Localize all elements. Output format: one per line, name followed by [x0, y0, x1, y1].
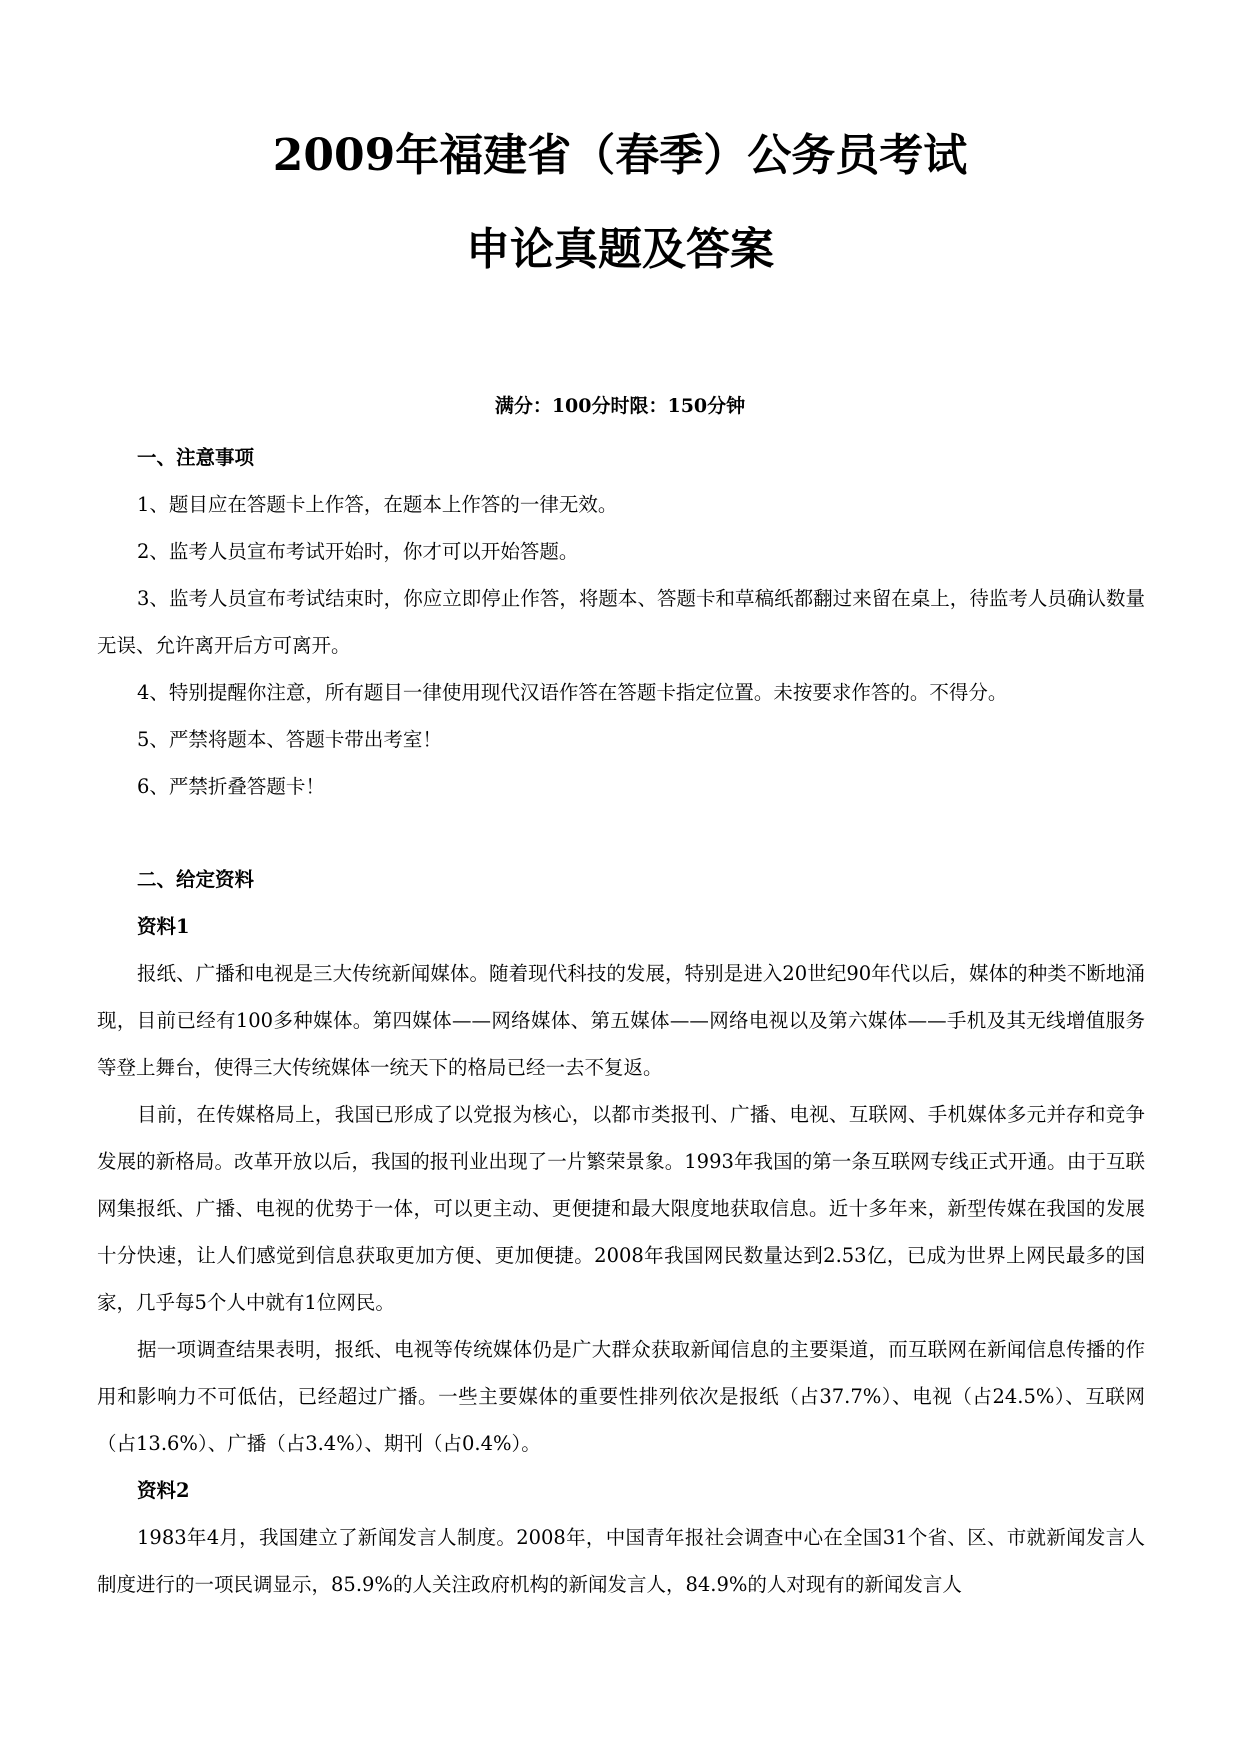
section-spacer — [97, 810, 1145, 856]
material-paragraph: 1983年4月，我国建立了新闻发言人制度。2008年，中国青年报社会调查中心在全国31个省、区、市就新闻发言人制度进行的一项民调显示，85.9%的人关注政府机构的新闻发言人，84.9%的人对现有的新闻发言人 — [97, 1526, 1145, 1596]
notice-item: 5、严禁将题本、答题卡带出考室！ — [137, 728, 442, 751]
notice-item: 1、题目应在答题卡上作答，在题本上作答的一律无效。 — [137, 493, 618, 516]
document-title-line2: 申论真题及答案 — [466, 224, 774, 275]
section-heading-materials: 二、给定资料 — [137, 868, 255, 891]
material-paragraph: 据一项调查结果表明，报纸、电视等传统媒体仍是广大群众获取新闻信息的主要渠道，而互联网在新闻信息传播的作用和影响力不可低估，已经超过广播。一些主要媒体的重要性排列依次是报纸（占37.7%）、电视（占24.5%）、互联网（占13.6%）、广播（占3.4%）、期刊（占0.4%）。 — [97, 1338, 1145, 1455]
document-body — [97, 434, 1145, 1608]
material-paragraph: 目前，在传媒格局上，我国已形成了以党报为核心，以都市类报刊、广播、电视、互联网、手机媒体多元并存和竞争发展的新格局。改革开放以后，我国的报刊业出现了一片繁荣景象。1993年我国的第一条互联网专线正式开通。由于互联网集报纸、广播、电视的优势于一体，可以更主动、更便捷和最大限度地获取信息。近十多年来，新型传媒在我国的发展十分快速，让人们感觉到信息获取更加方便、更加便捷。2008年我国网民数量达到2.53亿，已成为世界上网民最多的国家，几乎每5个人中就有1位网民。 — [97, 1103, 1145, 1314]
notice-item: 4、特别提醒你注意，所有题目一律使用现代汉语作答在答题卡指定位置。未按要求作答的。不得分。 — [137, 681, 1008, 704]
notice-item: 2、监考人员宣布考试开始时，你才可以开始答题。 — [137, 540, 579, 563]
notice-item: 6、严禁折叠答题卡！ — [137, 775, 325, 798]
material-heading-2: 资料2 — [137, 1479, 190, 1502]
section-heading-notices: 一、注意事项 — [137, 446, 255, 469]
document-title-line1: 2009年福建省（春季）公务员考试 — [272, 130, 968, 181]
notice-item: 3、监考人员宣布考试结束时，你应立即停止作答，将题本、答题卡和草稿纸都翻过来留在桌上，待监考人员确认数量无误、允许离开后方可离开。 — [97, 587, 1145, 657]
material-paragraph: 报纸、广播和电视是三大传统新闻媒体。随着现代科技的发展，特别是进入20世纪90年代以后，媒体的种类不断地涌现，目前已经有100多种媒体。第四媒体——网络媒体、第五媒体——网络电视以及第六媒体——手机及其无线增值服务等登上舞台，使得三大传统媒体一统天下的格局已经一去不复返。 — [97, 962, 1145, 1079]
score-and-time-limit: 满分：100分时限：150分钟 — [494, 395, 746, 417]
material-heading-1: 资料1 — [137, 915, 190, 938]
